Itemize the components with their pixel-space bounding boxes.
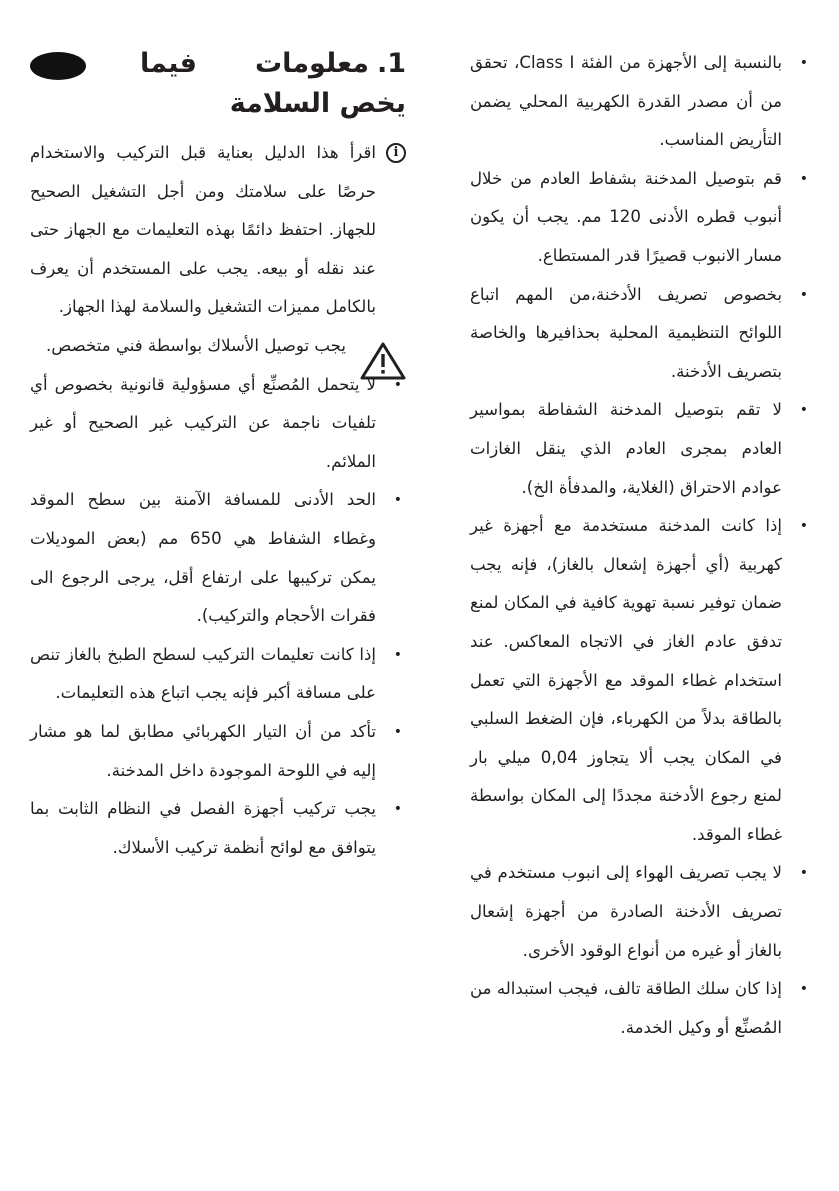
left-column — [30, 44, 406, 1154]
left-bullet-list — [30, 366, 406, 868]
list-item: • تأكد من أن التيار الكهربائي مطابق لما هو مشار إليه في اللوحة الموجودة داخل المدخنة. — [30, 713, 406, 790]
list-item: • قم بتوصيل المدخنة بشفاط العادم من خلال أنبوب قطره الأدنى 120 مم. يجب أن يكون مسار الانبوب قصيرًا قدر المستطاع. — [470, 160, 812, 276]
manual-page — [30, 44, 812, 1154]
list-item: • إذا كان سلك الطاقة تالف، فيجب استبداله من المُصنِّع أو وكيل الخدمة. — [470, 970, 812, 1047]
list-item: • بالنسبة إلى الأجهزة من الفئة Class I، تحقق من أن مصدر القدرة الكهربية المحلي يضمن التأريض المناسب. — [470, 44, 812, 160]
section-title-text: معلومات فيما يخص السلامة — [140, 48, 406, 119]
warning-note — [30, 327, 406, 366]
list-item: • لا تقم بتوصيل المدخنة الشفاطة بمواسير العادم بمجرى العادم الذي ينقل الغازات عوادم الاحتراق (الغلاية، والمدفأة الخ). — [470, 391, 812, 507]
list-item: • إذا كانت المدخنة مستخدمة مع أجهزة غير كهربية (أي أجهزة إشعال بالغاز)، فإنه يجب ضمان توفير نسبة تهوية كافية في المكان لمنع تدفق عادم الغاز في الاتجاه المعاكس. عند استخدام غطاء الموقد مع الأجهزة التي تعمل بالطاقة بدلاً من الكهرباء، فإن الضغط السلبي في المكان يجب ألا يتجاوز 0,04 ميلي بار لمنع رجوع الأدخنة مجددًا إلى المكان بواسطة غطاء الموقد. — [470, 507, 812, 854]
list-item: • لا يتحمل المُصنِّع أي مسؤولية قانونية بخصوص أي تلفيات ناجمة عن التركيب غير الصحيح أو غير الملائم. — [30, 366, 406, 482]
section-title — [30, 44, 406, 124]
info-note-text: اقرأ هذا الدليل بعناية قبل التركيب والاستخدام حرصًا على سلامتك ومن أجل التشغيل الصحيح للجهاز. احتفظ دائمًا بهذه التعليمات مع الجهاز حتى عند نقله أو بيعه. يجب على المستخدم أن يعرف بالكامل مميزات التشغيل والسلامة لهذا الجهاز. — [30, 143, 376, 317]
info-note — [30, 134, 406, 327]
list-item: • بخصوص تصريف الأدخنة،من المهم اتباع اللوائح التنظيمية المحلية بحذافيرها والخاصة بتصريف الأدخنة. — [470, 276, 812, 392]
list-item: • لا يجب تصريف الهواء إلى انبوب مستخدم في تصريف الأدخنة الصادرة من أجهزة إشعال بالغاز أو غيره من أنواع الوقود الأخرى. — [470, 854, 812, 970]
section-header — [30, 44, 406, 134]
warning-note-text: يجب توصيل الأسلاك بواسطة فني متخصص. — [46, 335, 346, 355]
info-icon: i — [386, 143, 406, 163]
list-item: • الحد الأدنى للمسافة الآمنة بين سطح الموقد وغطاء الشفاط هي 650 مم (بعض الموديلات يمكن تركيبها على ارتفاع أقل، يرجى الرجوع الى فقرات الأحجام والتركيب). — [30, 481, 406, 635]
list-item: • يجب تركيب أجهزة الفصل في النظام الثابت بما يتوافق مع لوائح أنظمة تركيب الأسلاك. — [30, 790, 406, 867]
section-number: 1. — [376, 48, 406, 79]
list-item: • إذا كانت تعليمات التركيب لسطح الطبخ بالغاز تنص على مسافة أكبر فإنه يجب اتباع هذه التعليمات. — [30, 636, 406, 713]
right-bullet-list — [470, 44, 812, 1047]
black-oval-mark — [30, 52, 86, 80]
right-column — [470, 44, 812, 1154]
